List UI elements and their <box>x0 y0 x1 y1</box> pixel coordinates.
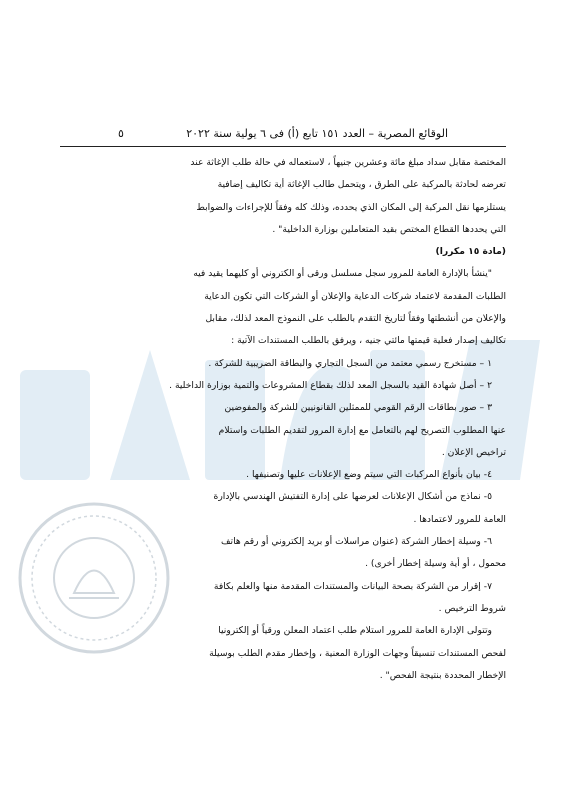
text-line: ١ – مستخرج رسمي معتمد من السجل التجاري والبطاقة الضريبية للشركة . <box>208 357 492 369</box>
text-line: التي يحددها القطاع المختص بقيد المتعاملين بوزارة الداخلية" . <box>272 223 506 235</box>
text-line: العامة للمرور لاعتمادها . <box>413 513 506 525</box>
text-line: ٤- بيان بأنواع المركبات التي سيتم وضع الإعلانات عليها وتصنيفها . <box>246 469 492 481</box>
page-header <box>118 124 448 142</box>
text-line: ٦- وسيلة إخطار الشركة (عنوان مراسلات أو بريد إلكتروني أو رقم هاتف <box>221 536 492 548</box>
text-line: عنها المطلوب التصريح لهم بالتعامل مع إدارة المرور لتقديم الطلبات واستلام <box>218 424 506 436</box>
article-heading: (مادة ١٥ مكررا) <box>435 246 506 258</box>
text-line: ٥- نماذج من أشكال الإعلانات لعرضها على إدارة التفتيش الهندسي بالإدارة <box>213 491 492 503</box>
text-line: ٧- إقرار من الشركة بصحة البيانات والمستندات المقدمة منها والعلم بكافة <box>213 580 492 592</box>
publication-title: الوقائع المصرية – العدد ١٥١ تابع (أ) فى ٦ يولية سنة ٢٠٢٢ <box>186 126 448 140</box>
text-line: يستلزمها نقل المركبة إلى المكان الذي يحدده، وذلك كله وفقاً للإجراءات والضوابط <box>196 201 506 213</box>
text-line: شروط الترخيص . <box>438 602 506 614</box>
text-line: ٣ – صور بطاقات الرقم القومي للممثلين القانونيين للشركة والمفوضين <box>224 402 492 414</box>
header-divider <box>60 146 506 147</box>
text-line: الطلبات المقدمة لاعتماد شركات الدعاية والإعلان أو الشركات التي تكون الدعاية <box>204 290 506 302</box>
text-line: "ينشأ بالإدارة العامة للمرور سجل مسلسل ورقى أو الكتروني أو كليهما يقيد فيه <box>193 268 492 280</box>
text-line: تعرضه لحادثة بالمركبة على الطرق ، ويتحمل طالب الإغاثة أية تكاليف إضافية <box>217 179 506 191</box>
text-line: تراخيص الإعلان . <box>441 446 506 458</box>
text-line: ٢ – أصل شهادة القيد بالسجل المعد لذلك بقطاع المشروعات والتمية بوزارة الداخلية . <box>169 379 492 391</box>
text-line: المختصة مقابل سداد مبلغ مائة وعشرين جنيهاً ، لاستعماله في حالة طلب الإغاثة عند <box>190 157 506 168</box>
text-line: الإخطار المحددة بنتيجة الفحص" . <box>379 669 506 681</box>
text-line: لفحص المستندات تنسيقاً وجهات الوزارة المعنية ، وإخطار مقدم الطلب بوسيلة <box>209 647 506 659</box>
text-line: وتتولى الإدارة العامة للمرور استلام طلب اعتماد المعلن ورقياً أو إلكترونيا <box>218 625 492 637</box>
page-number: ٥ <box>118 126 124 140</box>
text-line: والإعلان من أنشطتها وفقاً لتاريخ التقدم بالطلب على النموذج المعد لذلك، مقابل <box>205 313 506 325</box>
body-text <box>60 152 506 687</box>
text-line: تكاليف إصدار فعلية قيمتها مائتي جنيه ، ويرفق بالطلب المستندات الآتية : <box>231 335 506 347</box>
text-line: محمول ، أو أية وسيلة إخطار أخرى) . <box>365 558 506 570</box>
